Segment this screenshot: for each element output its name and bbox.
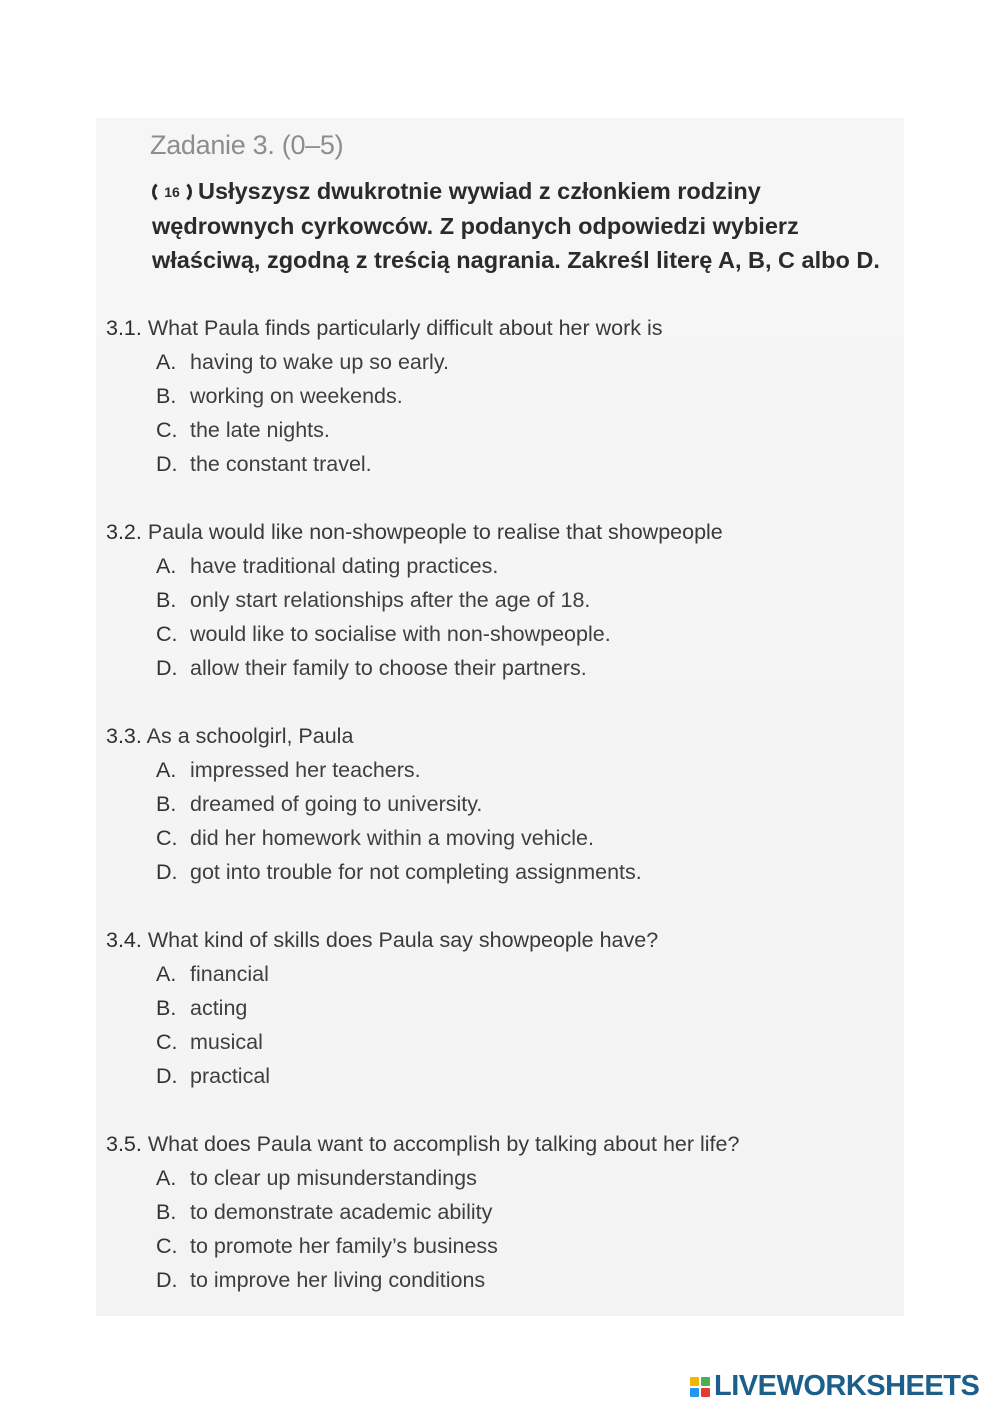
option-c[interactable] (106, 1025, 886, 1059)
question-stem (106, 719, 886, 753)
option-letter: D. (156, 452, 178, 476)
option-letter: A. (156, 554, 177, 578)
option-letter: A. (156, 758, 177, 782)
logo-square-2 (701, 1377, 710, 1386)
option-b[interactable] (106, 991, 886, 1025)
option-letter: D. (156, 656, 178, 680)
question-3-5 (106, 1127, 886, 1297)
option-c[interactable] (106, 821, 886, 855)
option-b[interactable] (106, 379, 886, 413)
option-letter: C. (156, 826, 178, 850)
option-b[interactable] (106, 787, 886, 821)
option-text: only start relationships after the age of 18. (190, 588, 591, 612)
option-c[interactable] (106, 617, 886, 651)
option-letter: C. (156, 1234, 178, 1258)
option-a[interactable] (106, 345, 886, 379)
option-text: to improve her living conditions (190, 1268, 486, 1292)
option-a[interactable] (106, 1161, 886, 1195)
question-3-1 (106, 311, 886, 481)
option-letter: D. (156, 860, 178, 884)
option-text: having to wake up so early. (190, 350, 449, 374)
option-text: to promote her family’s business (190, 1234, 498, 1258)
question-stem (106, 311, 886, 345)
question-number: 3.1. (106, 316, 142, 340)
option-text: would like to socialise with non-showpeople. (190, 622, 611, 646)
audio-track-number: 16 (164, 184, 180, 200)
question-text: What Paula finds particularly difficult about her work is (147, 316, 663, 340)
option-text: dreamed of going to university. (190, 792, 483, 816)
question-number: 3.2. (106, 520, 142, 544)
task-title: Zadanie 3. (0–5) (150, 130, 344, 160)
option-d[interactable] (106, 651, 886, 685)
option-d[interactable] (106, 855, 886, 889)
option-text: acting (190, 996, 248, 1020)
liveworksheets-logo-icon (690, 1377, 710, 1397)
question-text: Paula would like non-showpeople to realise that showpeople (147, 520, 723, 544)
question-stem (106, 923, 886, 957)
option-text: allow their family to choose their partners. (190, 656, 587, 680)
option-letter: D. (156, 1064, 178, 1088)
option-text: to clear up misunderstandings (190, 1166, 477, 1190)
option-d[interactable] (106, 1059, 886, 1093)
option-letter: B. (156, 1200, 177, 1224)
option-letter: C. (156, 1030, 178, 1054)
question-stem (106, 515, 886, 549)
question-number: 3.5. (106, 1132, 142, 1156)
question-3-2 (106, 515, 886, 685)
question-text: As a schoolgirl, Paula (146, 724, 354, 748)
option-d[interactable] (106, 447, 886, 481)
option-text: working on weekends. (190, 384, 403, 408)
liveworksheets-logo[interactable] (690, 1370, 979, 1403)
option-text: the late nights. (190, 418, 330, 442)
logo-text: LIVEWORKSHEETS (714, 1370, 980, 1402)
audio-track-icon (152, 180, 192, 204)
logo-square-3 (690, 1388, 699, 1397)
question-text: What kind of skills does Paula say showpeople have? (147, 928, 659, 952)
option-b[interactable] (106, 583, 886, 617)
option-c[interactable] (106, 413, 886, 447)
option-letter: C. (156, 418, 178, 442)
option-letter: B. (156, 588, 177, 612)
question-3-3 (106, 719, 886, 889)
question-text: What does Paula want to accomplish by talking about her life? (147, 1132, 740, 1156)
option-text: financial (190, 962, 269, 986)
question-number: 3.4. (106, 928, 142, 952)
option-text: to demonstrate academic ability (190, 1200, 493, 1224)
task-instruction (152, 174, 902, 278)
option-letter: B. (156, 996, 177, 1020)
option-text: did her homework within a moving vehicle. (190, 826, 594, 850)
option-letter: B. (156, 792, 177, 816)
option-text: have traditional dating practices. (190, 554, 499, 578)
option-text: impressed her teachers. (190, 758, 421, 782)
option-letter: D. (156, 1268, 178, 1292)
option-b[interactable] (106, 1195, 886, 1229)
instruction-text: Usłyszysz dwukrotnie wywiad z członkiem rodziny wędrownych cyrkowców. Z podanych odpowiedzi wybierz właściwą, zgodną z treścią nagrania. Zakreśl literę A, B, C albo D. (152, 178, 880, 273)
option-c[interactable] (106, 1229, 886, 1263)
option-letter: A. (156, 350, 177, 374)
option-text: the constant travel. (190, 452, 372, 476)
logo-square-4 (701, 1388, 710, 1397)
question-number: 3.3. (106, 724, 142, 748)
option-text: practical (190, 1064, 271, 1088)
option-letter: C. (156, 622, 178, 646)
option-letter: A. (156, 962, 177, 986)
option-letter: A. (156, 1166, 177, 1190)
question-3-4 (106, 923, 886, 1093)
option-a[interactable] (106, 753, 886, 787)
question-stem (106, 1127, 886, 1161)
option-d[interactable] (106, 1263, 886, 1297)
option-a[interactable] (106, 957, 886, 991)
option-a[interactable] (106, 549, 886, 583)
option-text: musical (190, 1030, 263, 1054)
logo-square-1 (690, 1377, 699, 1386)
option-letter: B. (156, 384, 177, 408)
option-text: got into trouble for not completing assignments. (190, 860, 642, 884)
